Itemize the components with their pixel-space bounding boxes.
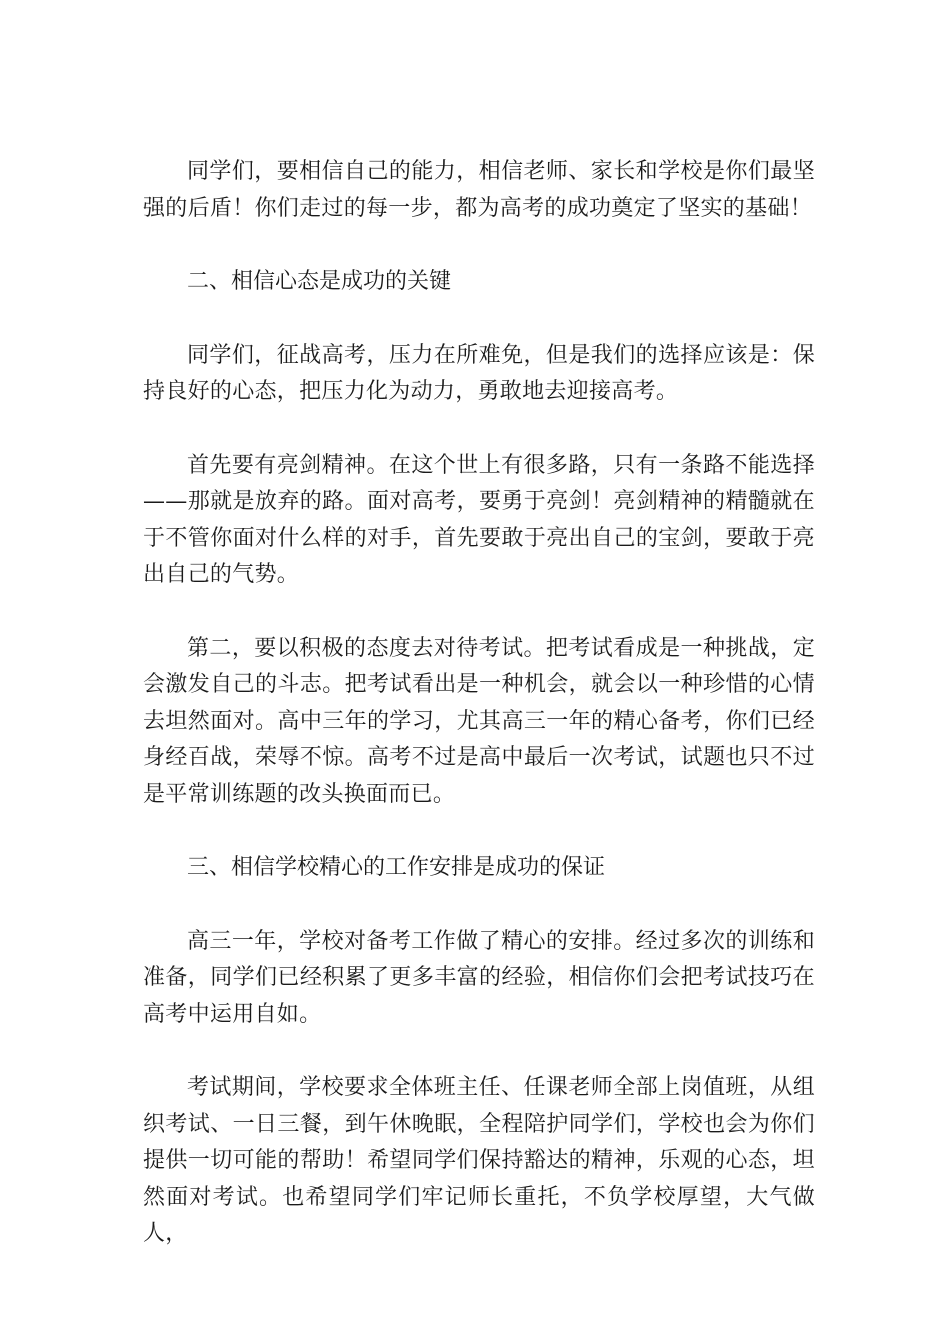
paragraph-5: 第二，要以积极的态度去对待考试。把考试看成是一种挑战，定会激发自己的斗志。把考试看出是一种机会，就会以一种珍惜的心情去坦然面对。高中三年的学习，尤其高三一年的精心备考，你们已经身经百战，荣辱不惊。高考不过是高中最后一次考试，试题也只不过是平常训练题的改头换面而已。 [143, 635, 815, 807]
paragraph-gap [143, 301, 815, 338]
paragraph-gap [143, 227, 815, 264]
paragraph-gap [143, 887, 815, 924]
paragraph-3: 同学们，征战高考，压力在所难免，但是我们的选择应该是：保持良好的心态，把压力化为动力，勇敢地去迎接高考。 [143, 342, 815, 404]
paragraph-4: 首先要有亮剑精神。在这个世上有很多路，只有一条路不能选择——那就是放弃的路。面对高考，要勇于亮剑！亮剑精神的精髓就在于不管你面对什么样的对手，首先要敢于亮出自己的宝剑，要敢于亮出自己的气势。 [143, 452, 815, 587]
paragraph-gap [143, 411, 815, 448]
section-heading-3: 三、相信学校精心的工作安排是成功的保证 [187, 855, 606, 880]
section-heading-2: 二、相信心态是成功的关键 [187, 269, 452, 294]
paragraph-1: 同学们，要相信自己的能力，相信老师、家长和学校是你们最坚强的后盾！你们走过的每一步，都为高考的成功奠定了坚实的基础！ [143, 159, 815, 221]
paragraph-7: 高三一年，学校对备考工作做了精心的安排。经过多次的训练和准备，同学们已经积累了更多丰富的经验，相信你们会把考试技巧在高考中运用自如。 [143, 928, 815, 1027]
document-page [143, 154, 815, 1253]
paragraph-gap [143, 594, 815, 631]
paragraph-gap [143, 813, 815, 850]
paragraph-gap [143, 1033, 815, 1070]
paragraph-8: 考试期间，学校要求全体班主任、任课老师全部上岗值班，从组织考试、一日三餐，到午休晚眠，全程陪护同学们，学校也会为你们提供一切可能的帮助！希望同学们保持豁达的精神，乐观的心态，坦然面对考试。也希望同学们牢记师长重托，不负学校厚望，大气做人， [143, 1075, 815, 1246]
